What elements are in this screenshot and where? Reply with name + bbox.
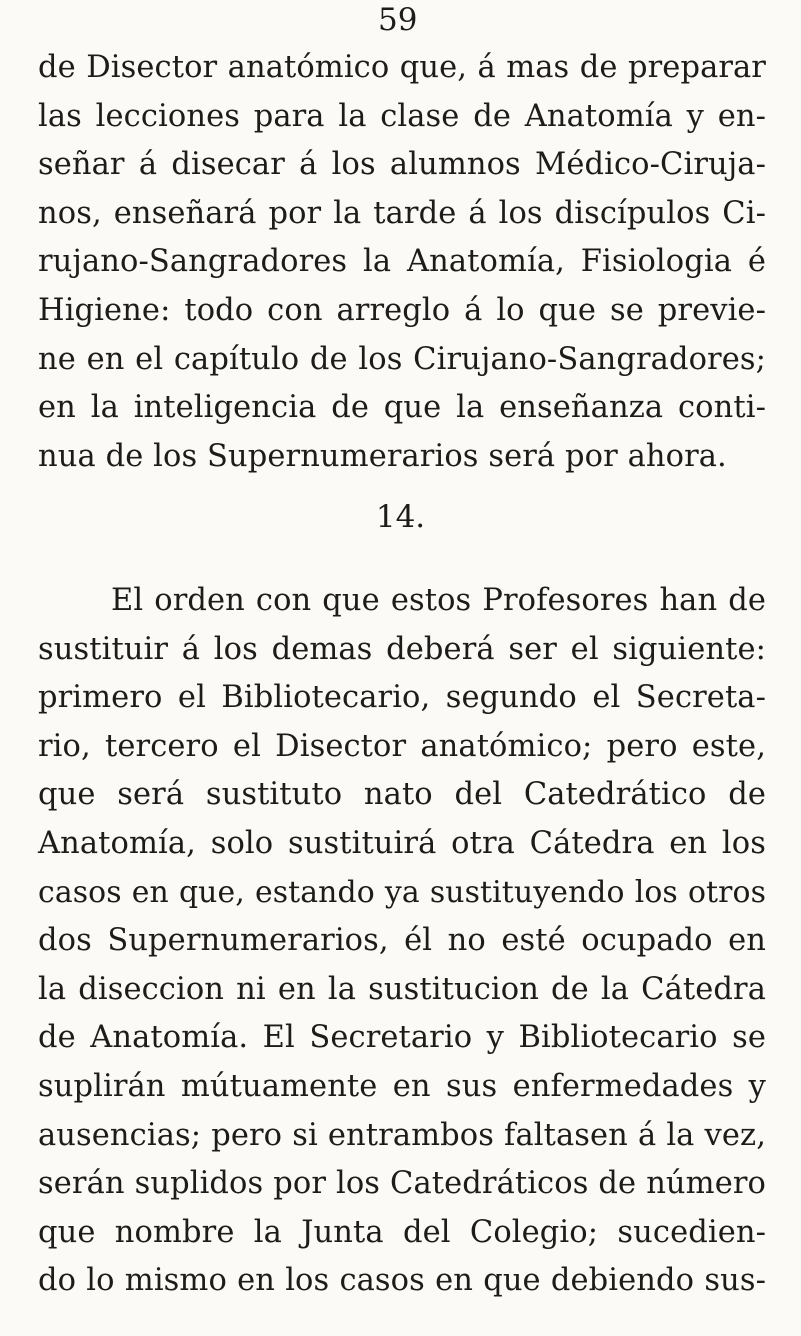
text-line: de Disector anatómico que, á mas de preparar <box>38 50 766 85</box>
text-line: casos en que, estando ya sustituyendo los otros <box>38 874 766 910</box>
page-number: 59 <box>378 2 418 38</box>
text-line: Higiene: todo con arreglo á lo que se previe- <box>38 292 766 328</box>
text-line: rio, tercero el Disector anatómico; pero este, <box>38 728 766 764</box>
text-line: la diseccion ni en la sustitucion de la Cátedra <box>38 971 766 1007</box>
text-line: El orden con que estos Profesores han de <box>111 583 766 618</box>
text-line: suplirán mútuamente en sus enfermedades y <box>38 1068 766 1104</box>
section-number: 14. <box>375 499 426 535</box>
text-line: señar á disecar á los alumnos Médico-Ciruja- <box>38 147 766 183</box>
text-line: dos Supernumerarios, él no esté ocupado en <box>38 923 766 959</box>
text-line: primero el Bibliotecario, segundo el Secreta- <box>38 680 766 716</box>
text-line: do lo mismo en los casos en que debiendo sus- <box>38 1263 766 1299</box>
text-line: rujano-Sangradores la Anatomía, Fisiologia é <box>38 244 766 280</box>
text-line: ne en el capítulo de los Cirujano-Sangradores; <box>38 341 766 377</box>
text-line: de Anatomía. El Secretario y Bibliotecario se <box>38 1020 766 1056</box>
text-line: sustituir á los demas deberá ser el siguiente: <box>38 631 766 667</box>
text-line: Anatomía, solo sustituirá otra Cátedra en los <box>38 825 766 861</box>
text-line: serán suplidos por los Catedráticos de número <box>38 1166 766 1202</box>
paragraph-1 <box>38 44 766 481</box>
text-line: en la inteligencia de que la enseñanza conti- <box>38 390 766 426</box>
text-line: que nombre la Junta del Colegio; sucedien- <box>38 1214 766 1250</box>
text-line: nua de los Supernumerarios será por ahora. <box>38 438 727 474</box>
paragraph-2 <box>38 577 766 1306</box>
text-line: nos, enseñará por la tarde á los discípulos Ci- <box>38 195 766 231</box>
text-line: que será sustituto nato del Catedrático de <box>38 777 766 813</box>
text-line: ausencias; pero si entrambos faltasen á la vez, <box>38 1117 766 1153</box>
text-line: las lecciones para la clase de Anatomía y en- <box>38 98 766 134</box>
